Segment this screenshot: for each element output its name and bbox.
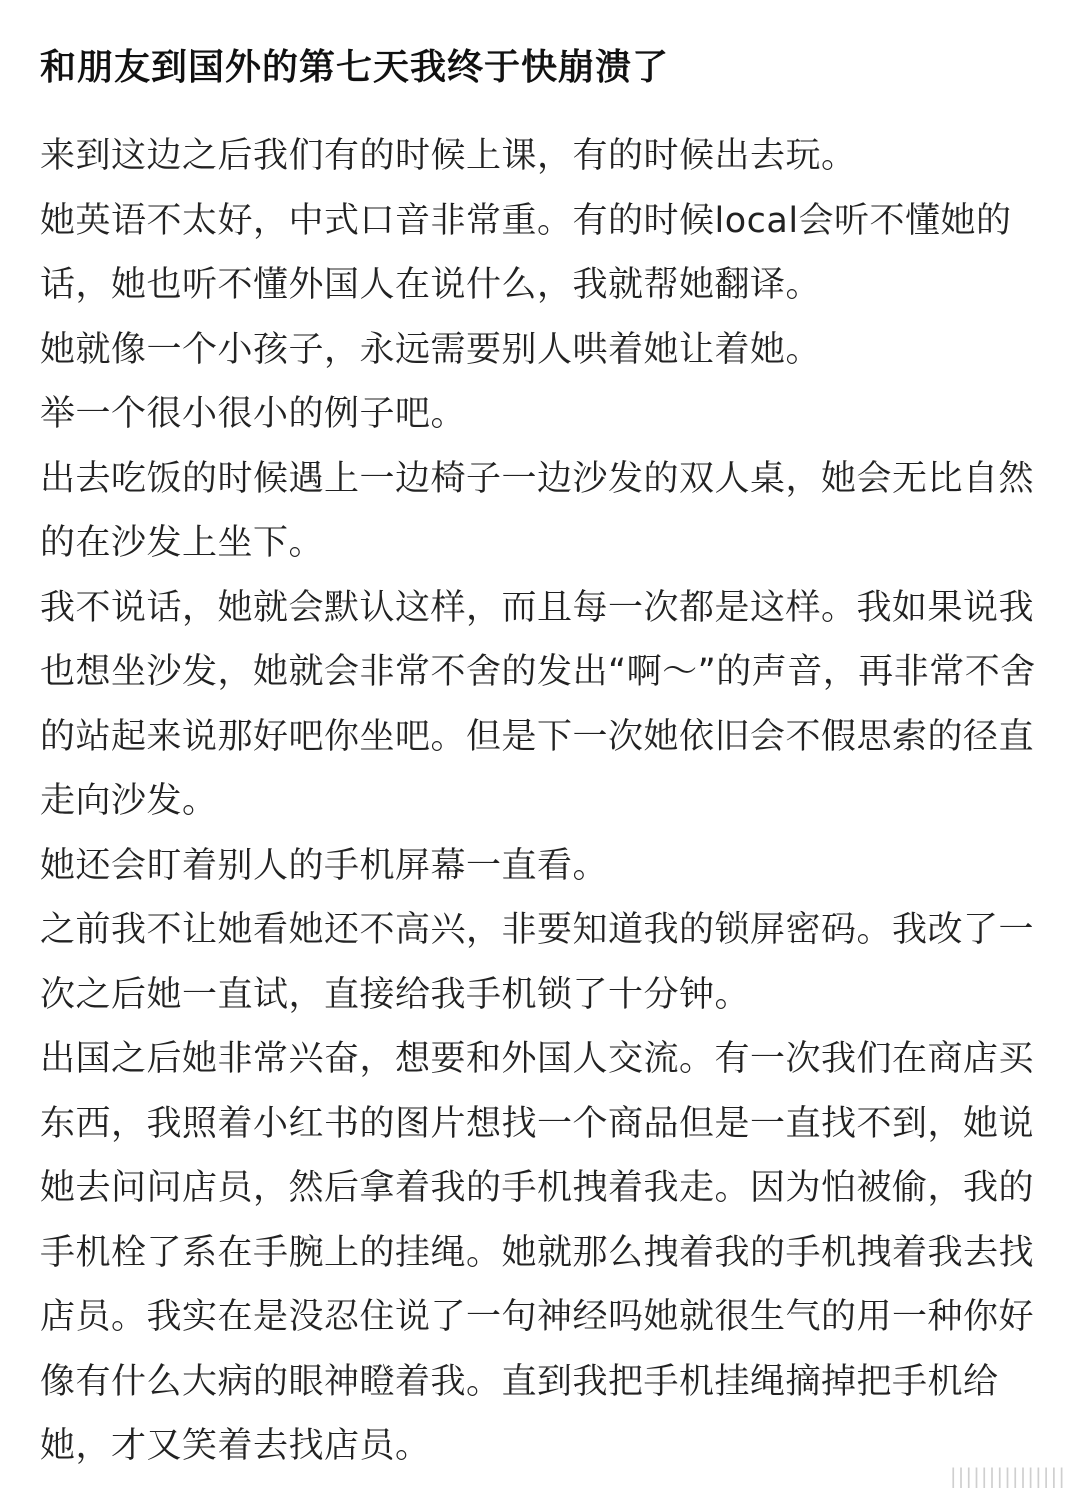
paragraph-8: 之前我不让她看她还不高兴，非要知道我的锁屏密码。我改了一次之后她一直试，直接给我手机锁了十分钟。 (40, 910, 1035, 1015)
post-title: 和朋友到国外的第七天我终于快崩溃了 (40, 47, 670, 88)
paragraph-6: 我不说话，她就会默认这样，而且每一次都是这样。我如果说我也想坐沙发，她就会非常不舍的发出“啊～”的声音，再非常不舍的站起来说那好吧你坐吧。但是下一次她依旧会不假思索的径直走向沙发。 (40, 587, 1036, 821)
post-body (40, 124, 1050, 1479)
paragraph-7: 她还会盯着别人的手机屏幕一直看。 (40, 845, 609, 886)
paragraph-5: 出去吃饭的时候遇上一边椅子一边沙发的双人桌，她会无比自然的在沙发上坐下。 (40, 458, 1035, 563)
paragraph-3: 她就像一个小孩子，永远需要别人哄着她让着她。 (40, 329, 822, 370)
paragraph-4: 举一个很小很小的例子吧。 (40, 394, 467, 434)
post-container (40, 0, 1050, 1479)
paragraph-9: 出国之后她非常兴奋，想要和外国人交流。有一次我们在商店买东西，我照着小红书的图片想找一个商品但是一直找不到，她说她去问问店员，然后拿着我的手机拽着我走。因为怕被偷，我的手机栓了系在手腕上的挂绳。她就那么拽着我的手机拽着我去找店员。我实在是没忍住说了一句神经吗她就很生气的用一种你好像有什么大病的眼神瞪着我。直到我把手机挂绳摘掉把手机给她，才又笑着去找店员。 (40, 1039, 1035, 1466)
watermark: ||||||||||||||| (949, 1464, 1066, 1488)
paragraph-2: 她英语不太好，中式口音非常重。有的时候local会听不懂她的话，她也听不懂外国人在说什么，我就帮她翻译。 (40, 200, 1012, 305)
paragraph-1: 来到这边之后我们有的时候上课，有的时候出去玩。 (40, 136, 857, 176)
